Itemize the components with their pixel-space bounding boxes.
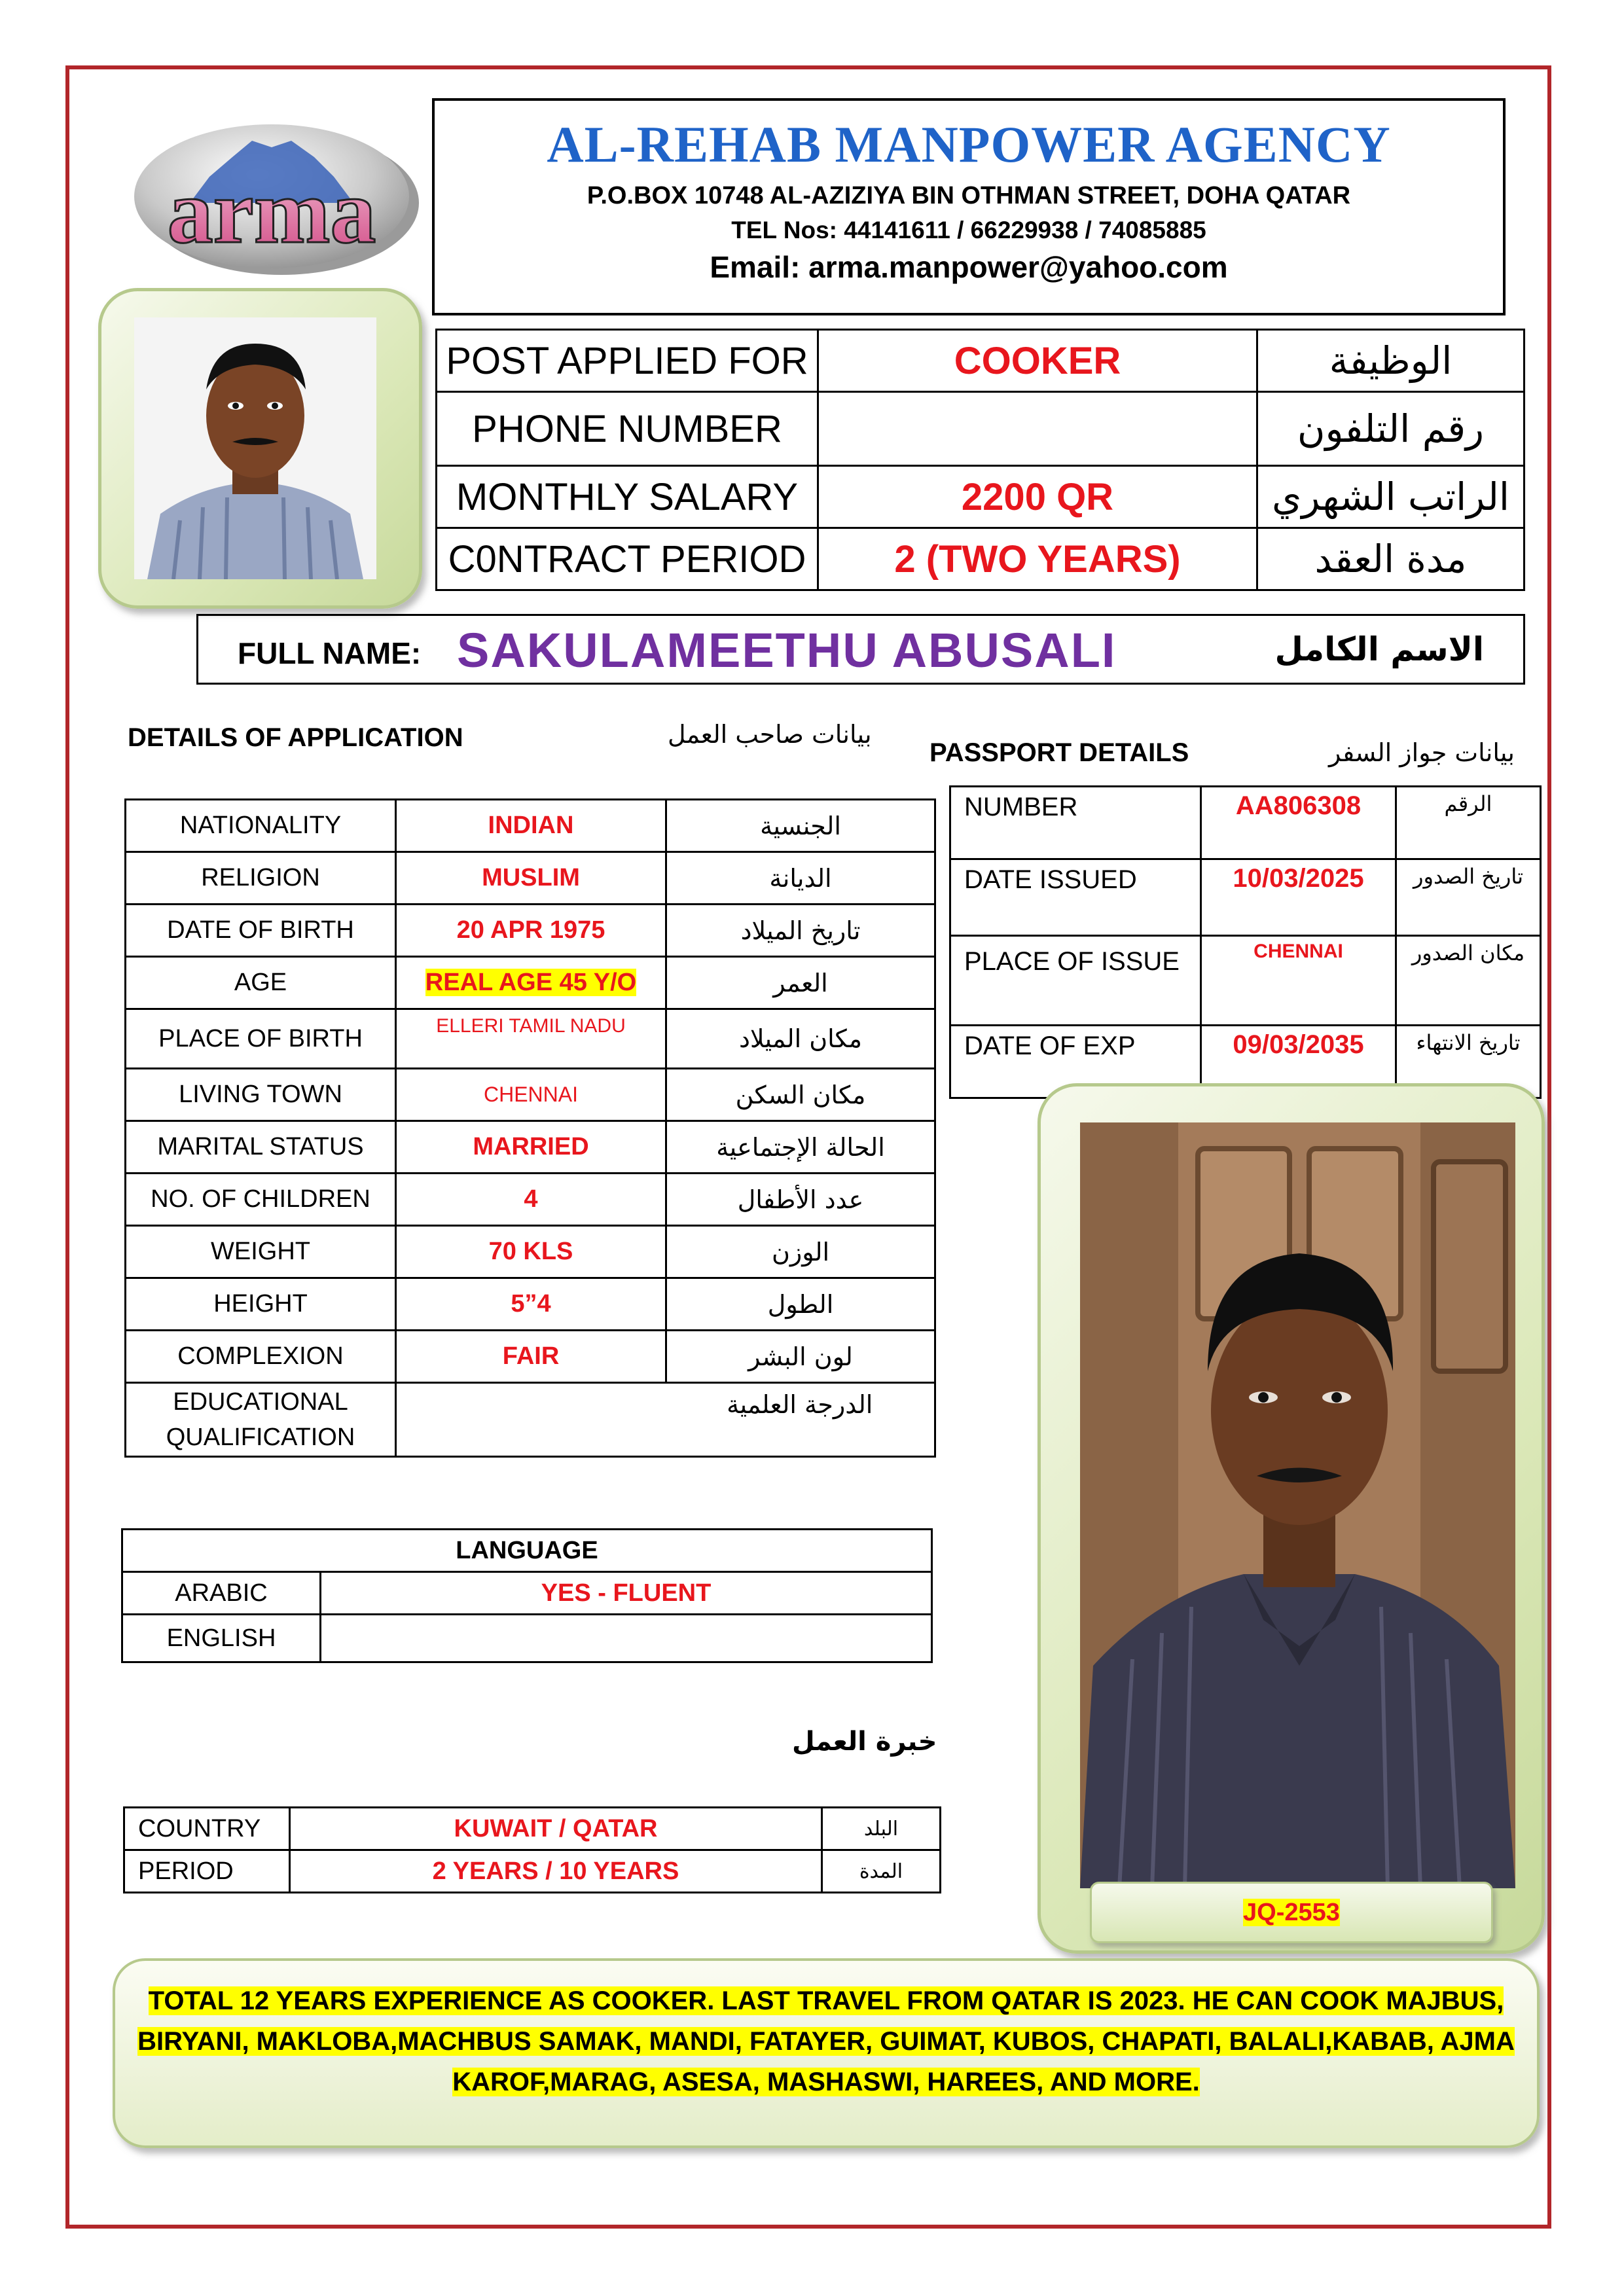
detail-value: CHENNAI (396, 1069, 666, 1121)
detail-value: 20 APR 1975 (396, 905, 666, 957)
detail-label-ar: تاريخ الميلاد (666, 905, 935, 957)
detail-label-ar: الجنسية (666, 800, 935, 852)
contract-label-ar: مدة العقد (1257, 528, 1525, 590)
table-row (124, 1808, 941, 1850)
full-name-value: SAKULAMEETHU ABUSALI (457, 623, 1117, 677)
passport-table (949, 785, 1542, 1099)
table-row (126, 800, 935, 852)
detail-value: MUSLIM (396, 852, 666, 905)
passport-photo (134, 317, 376, 579)
passport-label-ar: تاريخ الصدور (1396, 859, 1541, 936)
work-table (123, 1806, 941, 1893)
details-title: DETAILS OF APPLICATION (128, 723, 463, 752)
table-row (437, 466, 1525, 528)
language-value: YES - FLUENT (321, 1572, 932, 1615)
table-row (126, 1278, 935, 1331)
detail-value (397, 1384, 666, 1456)
passport-label: DATE OF EXP (950, 1026, 1201, 1098)
detail-label-ar: الحالة الإجتماعية (666, 1121, 935, 1174)
passport-value: 10/03/2025 (1201, 859, 1396, 936)
table-row (126, 957, 935, 1009)
passport-title-ar: بيانات جواز السفر (1329, 738, 1515, 767)
detail-label: WEIGHT (126, 1226, 396, 1278)
ref-code-box (1090, 1882, 1493, 1943)
table-row (126, 1383, 935, 1457)
table-row (122, 1530, 932, 1572)
full-photo (1080, 1122, 1515, 1888)
detail-label: NATIONALITY (126, 800, 396, 852)
detail-label: HEIGHT (126, 1278, 396, 1331)
ref-code: JQ-2553 (1243, 1899, 1340, 1926)
table-row (437, 528, 1525, 590)
detail-value: REAL AGE 45 Y/O (425, 969, 637, 996)
detail-label-ar: الدرجة العلمية (727, 1390, 873, 1419)
detail-label: COMPLEXION (126, 1331, 396, 1383)
language-table (121, 1528, 933, 1663)
table-row (126, 1069, 935, 1121)
language-title: LANGUAGE (122, 1530, 932, 1572)
agency-logo (118, 111, 425, 281)
passport-label: NUMBER (950, 787, 1201, 859)
table-row (437, 392, 1525, 466)
detail-value: 5”4 (396, 1278, 666, 1331)
work-title: خبرة العمل (792, 1727, 937, 1757)
passport-value: AA806308 (1201, 787, 1396, 859)
table-row (124, 1850, 941, 1893)
detail-label: PLACE OF BIRTH (126, 1009, 396, 1069)
agency-name: AL-REHAB MANPOWER AGENCY (547, 116, 1391, 173)
table-row (122, 1615, 932, 1662)
full-name-label: FULL NAME: (238, 636, 422, 670)
table-row (437, 330, 1525, 392)
detail-label: NO. OF CHILDREN (126, 1174, 396, 1226)
table-row (126, 1009, 935, 1069)
passport-title: PASSPORT DETAILS (929, 738, 1189, 767)
detail-label: LIVING TOWN (126, 1069, 396, 1121)
detail-label: MARITAL STATUS (126, 1121, 396, 1174)
language-label: ENGLISH (122, 1615, 321, 1662)
table-row (126, 852, 935, 905)
detail-label: EDUCATIONAL QUALIFICATION (126, 1383, 396, 1457)
detail-value: FAIR (396, 1331, 666, 1383)
detail-label-ar: الوزن (666, 1226, 935, 1278)
agency-header (432, 98, 1506, 315)
detail-label-ar: مكان الميلاد (666, 1009, 935, 1069)
phone-label-ar: رقم التلفون (1257, 392, 1525, 466)
table-row (950, 936, 1541, 1026)
work-label-ar: البلد (822, 1808, 941, 1850)
work-label: PERIOD (124, 1850, 290, 1893)
post-table (435, 329, 1525, 591)
agency-phone: TEL Nos: 44141611 / 66229938 / 74085885 (731, 217, 1206, 243)
detail-label-ar: العمر (666, 957, 935, 1009)
detail-label-ar: لون البشر (666, 1331, 935, 1383)
table-row (126, 905, 935, 957)
passport-value: 09/03/2035 (1201, 1026, 1396, 1098)
post-label: POST APPLIED FOR (437, 330, 818, 392)
table-row (950, 787, 1541, 859)
post-value: COOKER (818, 330, 1257, 392)
detail-label-ar: مكان السكن (666, 1069, 935, 1121)
logo-text: arma (167, 161, 376, 262)
table-row (950, 859, 1541, 936)
salary-label-ar: الراتب الشهري (1257, 466, 1525, 528)
work-label: COUNTRY (124, 1808, 290, 1850)
detail-value: MARRIED (396, 1121, 666, 1174)
salary-label: MONTHLY SALARY (437, 466, 818, 528)
work-value: 2 YEARS / 10 YEARS (290, 1850, 822, 1893)
contract-value: 2 (TWO YEARS) (818, 528, 1257, 590)
details-title-ar: بيانات صاحب العمل (668, 720, 872, 749)
detail-label-ar: الديانة (666, 852, 935, 905)
passport-value: CHENNAI (1201, 936, 1396, 1026)
table-row (122, 1572, 932, 1615)
passport-label-ar: مكان الصدور (1396, 936, 1541, 1026)
agency-email: Email: arma.manpower@yahoo.com (710, 250, 1228, 284)
passport-label: DATE ISSUED (950, 859, 1201, 936)
detail-value: 70 KLS (396, 1226, 666, 1278)
detail-value: 4 (396, 1174, 666, 1226)
detail-value: ELLERI TAMIL NADU (396, 1009, 666, 1069)
table-row (126, 1226, 935, 1278)
details-table (124, 798, 936, 1458)
phone-label: PHONE NUMBER (437, 392, 818, 466)
passport-label-ar: الرقم (1396, 787, 1541, 859)
summary-text: TOTAL 12 YEARS EXPERIENCE AS COOKER. LAST TRAVEL FROM QATAR IS 2023. HE CAN COOK MAJBUS, BIRYANI, MAKLOBA,MACHBUS SAMAK, MANDI, FATAYER, GUIMAT, KUBOS, CHAPATI, BALALI,KABAB, AJMA KAROF,MARAG, ASESA, MASHASWI, HAREES, AND MORE. (137, 1986, 1515, 2096)
detail-value-cell (396, 957, 666, 1009)
table-row (126, 1331, 935, 1383)
detail-label-ar: الطول (666, 1278, 935, 1331)
table-row (126, 1121, 935, 1174)
detail-label: AGE (126, 957, 396, 1009)
language-label: ARABIC (122, 1572, 321, 1615)
detail-label-ar: عدد الأطفال (666, 1174, 935, 1226)
passport-label-ar: تاريخ الانتهاء (1396, 1026, 1541, 1098)
agency-address: P.O.BOX 10748 AL-AZIZIYA BIN OTHMAN STREET, DOHA QATAR (586, 182, 1351, 209)
contract-label: C0NTRACT PERIOD (437, 528, 818, 590)
table-row (126, 1174, 935, 1226)
full-name-label-ar: الاسم الكامل (1274, 630, 1484, 668)
experience-summary (113, 1958, 1540, 2148)
work-label-ar: المدة (822, 1850, 941, 1893)
salary-value: 2200 QR (818, 466, 1257, 528)
full-name-box (196, 614, 1525, 685)
detail-label: DATE OF BIRTH (126, 905, 396, 957)
post-label-ar: الوظيفة (1257, 330, 1525, 392)
work-value: KUWAIT / QATAR (290, 1808, 822, 1850)
detail-label: RELIGION (126, 852, 396, 905)
education-cell (396, 1383, 935, 1457)
passport-label: PLACE OF ISSUE (950, 936, 1201, 1026)
phone-value (818, 392, 1257, 466)
language-value (321, 1615, 932, 1662)
detail-value: INDIAN (396, 800, 666, 852)
